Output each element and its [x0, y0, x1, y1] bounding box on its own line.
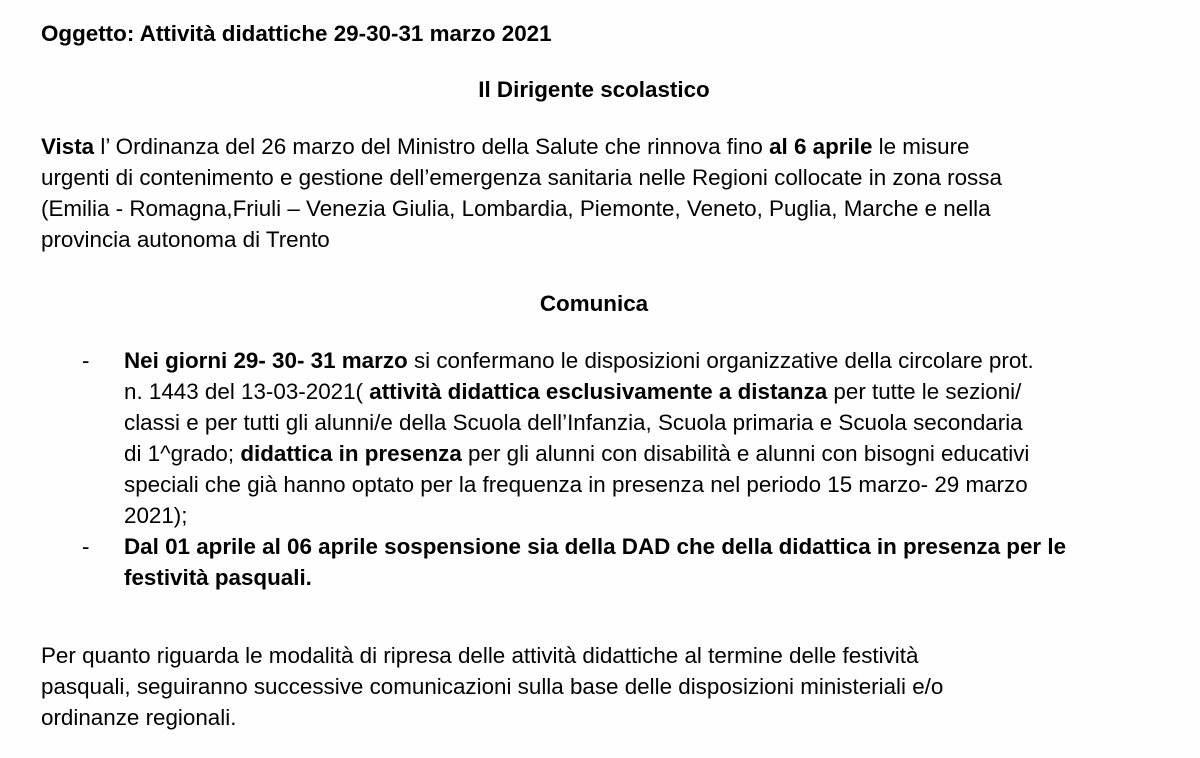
- bold-text-run: festività pasquali.: [124, 565, 312, 590]
- text-line: [41, 131, 1171, 162]
- text-run: 2021);: [124, 503, 188, 528]
- text-run: speciali che già hanno optato per la frequenza in presenza nel periodo 15 marzo- 29 marzo: [124, 472, 1028, 497]
- text-run: Per quanto riguarda le modalità di ripresa delle attività didattiche al termine delle festività: [41, 643, 919, 668]
- text-run: n. 1443 del 13-03-2021(: [124, 379, 370, 404]
- text-run: per tutte le sezioni/: [827, 379, 1022, 404]
- text-line: [41, 162, 1171, 193]
- text-line: [124, 407, 1200, 438]
- bold-text-run: al 6 aprile: [769, 134, 873, 159]
- text-line: [41, 640, 1171, 671]
- bold-text-run: Nei giorni 29- 30- 31 marzo: [124, 348, 408, 373]
- text-line: [41, 702, 1171, 733]
- document-subject: Oggetto: Attività didattiche 29-30-31 marzo 2021: [41, 21, 552, 46]
- text-run: di 1^grado;: [124, 441, 241, 466]
- text-run: ordinanze regionali.: [41, 705, 237, 730]
- comunica-heading: Comunica: [539, 291, 649, 316]
- text-run: si confermano le disposizioni organizzative della circolare prot.: [407, 348, 1034, 373]
- list-item: [0, 345, 1200, 531]
- bold-text-run: Vista: [41, 134, 95, 159]
- bold-text-run: attività didattica esclusivamente a distanza: [369, 379, 828, 404]
- announcement-list: [0, 345, 1200, 593]
- text-line: [124, 345, 1200, 376]
- text-run: pasquali, seguiranno successive comunicazioni sulla base delle disposizioni ministeriali e/o: [41, 674, 944, 699]
- bold-text-run: didattica in presenza: [240, 441, 462, 466]
- text-line: [41, 671, 1171, 702]
- list-item-text: [124, 531, 1200, 593]
- bullet-dash: -: [82, 348, 90, 373]
- list-item: [0, 531, 1200, 593]
- closing-paragraph: [41, 640, 1171, 733]
- text-run: urgenti di contenimento e gestione dell’emergenza sanitaria nelle Regioni collocate in zona rossa: [41, 165, 1002, 190]
- text-line: [124, 376, 1200, 407]
- bold-text-run: Dal 01 aprile al 06 aprile sospensione sia della DAD che della didattica in presenza per le: [124, 534, 1067, 559]
- text-line: [124, 562, 1200, 593]
- text-run: l’ Ordinanza del 26 marzo del Ministro della Salute che rinnova fino: [94, 134, 770, 159]
- list-item-text: [124, 345, 1200, 531]
- issuer-heading: Il Dirigente scolastico: [478, 77, 710, 102]
- text-line: [124, 438, 1200, 469]
- text-run: provincia autonoma di Trento: [41, 227, 330, 252]
- vista-paragraph: [41, 131, 1171, 255]
- text-run: le misure: [872, 134, 970, 159]
- text-line: [124, 500, 1200, 531]
- text-run: classi e per tutti gli alunni/e della Scuola dell’Infanzia, Scuola primaria e Scuola secondaria: [124, 410, 1023, 435]
- bullet-dash: -: [82, 534, 90, 559]
- text-line: [41, 224, 1171, 255]
- text-line: [124, 469, 1200, 500]
- text-line: [41, 193, 1171, 224]
- text-run: (Emilia - Romagna,Friuli – Venezia Giulia, Lombardia, Piemonte, Veneto, Puglia, Marche e nella: [41, 196, 991, 221]
- text-run: per gli alunni con disabilità e alunni con bisogni educativi: [461, 441, 1030, 466]
- text-line: [124, 531, 1200, 562]
